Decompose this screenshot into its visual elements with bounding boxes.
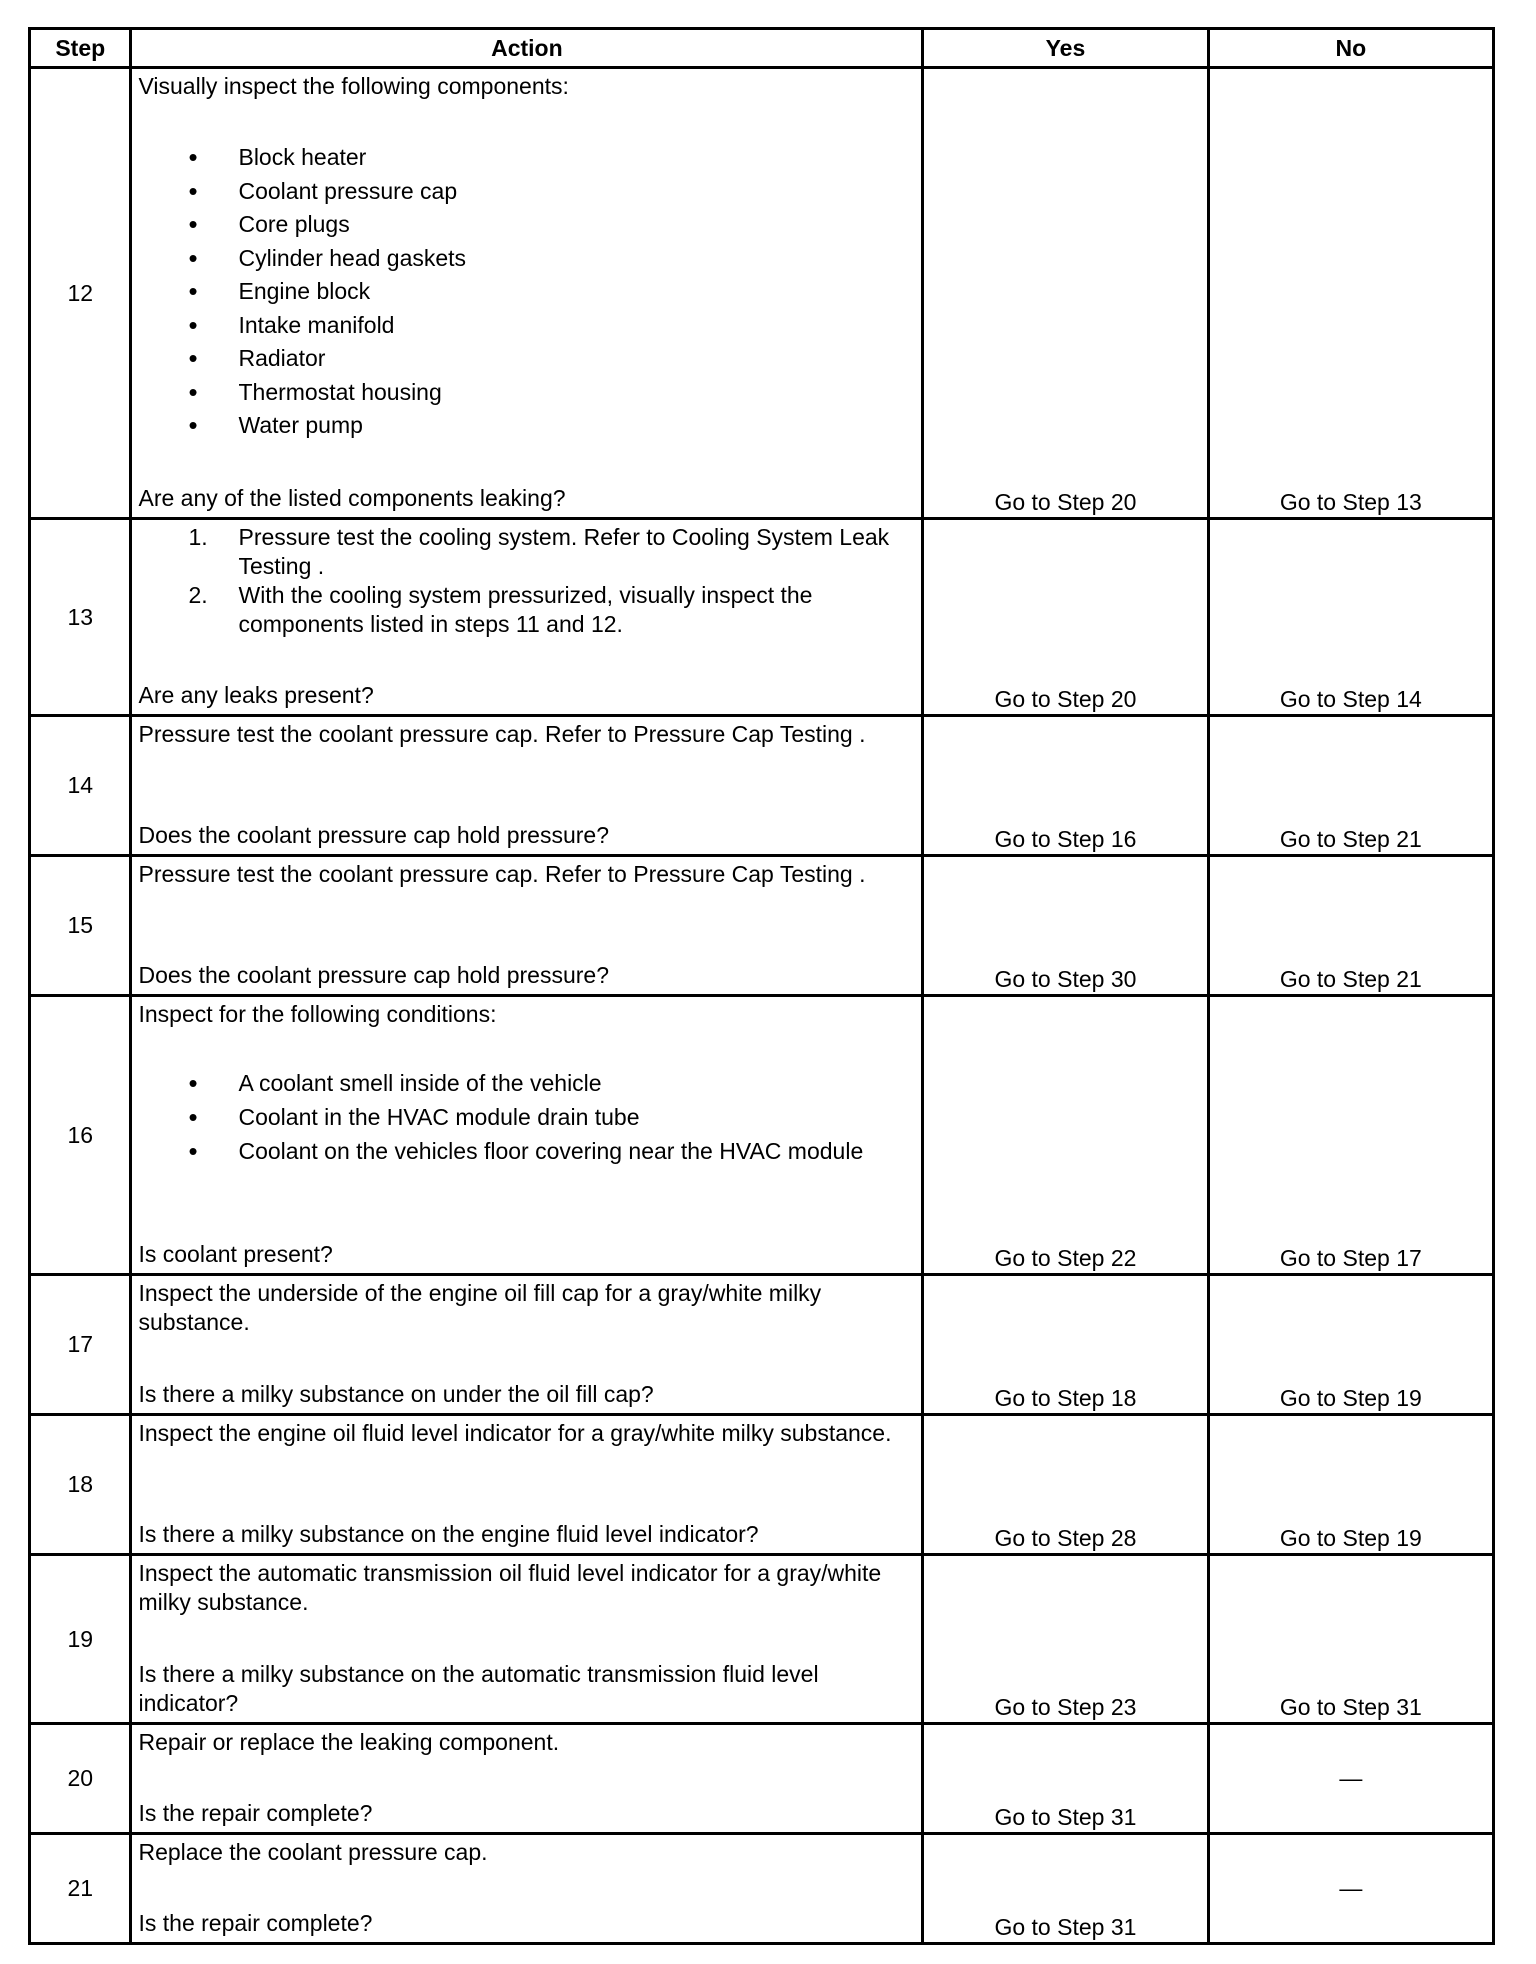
action-cell	[131, 1834, 923, 1944]
action-question: Are any leaks present?	[138, 682, 374, 708]
action-cell	[131, 1724, 923, 1834]
action-question: Are any of the listed components leaking?	[138, 485, 566, 511]
list-item: • Water pump	[138, 409, 915, 443]
list-item: • Thermostat housing	[138, 376, 915, 410]
list-item: • Cylinder head gaskets	[138, 242, 915, 276]
list-number: 2.	[188, 582, 208, 608]
table-row	[30, 1415, 1494, 1555]
list-item	[138, 523, 915, 581]
step-number: 15	[30, 856, 131, 996]
action-intro: Inspect the automatic transmission oil fluid level indicator for a gray/white milky substance.	[138, 1560, 882, 1615]
table-row	[30, 1275, 1494, 1415]
action-cell	[131, 856, 923, 996]
action-question: Does the coolant pressure cap hold pressure?	[138, 822, 609, 848]
action-intro: Repair or replace the leaking component.	[138, 1729, 560, 1755]
table-row	[30, 68, 1494, 519]
yes-result: Go to Step 20	[923, 519, 1208, 716]
step-number: 20	[30, 1724, 131, 1834]
no-result: Go to Step 21	[1208, 856, 1493, 996]
list-number: 1.	[188, 524, 208, 550]
step-number: 16	[30, 996, 131, 1275]
step-number: 18	[30, 1415, 131, 1555]
step-number: 21	[30, 1834, 131, 1944]
table-row	[30, 1834, 1494, 1944]
list-item: • Core plugs	[138, 208, 915, 242]
no-result: —	[1208, 1724, 1493, 1834]
step-number: 14	[30, 716, 131, 856]
list-text: Pressure test the cooling system. Refer to Cooling System Leak Testing .	[238, 524, 890, 579]
action-cell	[131, 996, 923, 1275]
list-item: • Coolant on the vehicles floor covering near the HVAC module	[138, 1137, 915, 1166]
no-result: Go to Step 17	[1208, 996, 1493, 1275]
action-intro: Visually inspect the following components:	[138, 73, 569, 99]
no-result: Go to Step 19	[1208, 1275, 1493, 1415]
yes-result: Go to Step 30	[923, 856, 1208, 996]
action-question: Is the repair complete?	[138, 1910, 373, 1936]
action-question: Is there a milky substance on under the oil fill cap?	[138, 1381, 654, 1407]
action-question: Is there a milky substance on the engine fluid level indicator?	[138, 1521, 759, 1547]
action-cell	[131, 1275, 923, 1415]
no-result: Go to Step 31	[1208, 1555, 1493, 1724]
action-cell	[131, 716, 923, 856]
yes-result: Go to Step 20	[923, 68, 1208, 519]
list-item: • Coolant pressure cap	[138, 175, 915, 209]
yes-result: Go to Step 16	[923, 716, 1208, 856]
step-number: 17	[30, 1275, 131, 1415]
list-item: • Intake manifold	[138, 309, 915, 343]
action-intro: Inspect for the following conditions:	[138, 1001, 497, 1027]
yes-result: Go to Step 31	[923, 1834, 1208, 1944]
yes-result: Go to Step 28	[923, 1415, 1208, 1555]
list-item: • Engine block	[138, 275, 915, 309]
step-number: 19	[30, 1555, 131, 1724]
action-intro: Inspect the underside of the engine oil fill cap for a gray/white milky substance.	[138, 1280, 822, 1335]
diagnostic-table	[28, 27, 1495, 1945]
action-cell	[131, 1415, 923, 1555]
list-item: • A coolant smell inside of the vehicle	[138, 1069, 915, 1098]
action-cell	[131, 519, 923, 716]
header-row	[30, 29, 1494, 68]
header-step: Step	[30, 29, 131, 68]
table-row	[30, 1724, 1494, 1834]
yes-result: Go to Step 23	[923, 1555, 1208, 1724]
yes-result: Go to Step 18	[923, 1275, 1208, 1415]
action-question: Is coolant present?	[138, 1241, 333, 1267]
no-result: Go to Step 21	[1208, 716, 1493, 856]
yes-result: Go to Step 22	[923, 996, 1208, 1275]
list-item: • Block heater	[138, 141, 915, 175]
no-result: Go to Step 14	[1208, 519, 1493, 716]
action-cell	[131, 1555, 923, 1724]
procedure-list	[138, 523, 915, 639]
action-intro: Pressure test the coolant pressure cap. Refer to Pressure Cap Testing .	[138, 721, 866, 747]
table-row	[30, 856, 1494, 996]
no-result: Go to Step 19	[1208, 1415, 1493, 1555]
header-no: No	[1208, 29, 1493, 68]
table-row	[30, 716, 1494, 856]
no-result: Go to Step 13	[1208, 68, 1493, 519]
header-yes: Yes	[923, 29, 1208, 68]
action-intro: Inspect the engine oil fluid level indicator for a gray/white milky substance.	[138, 1420, 892, 1446]
action-question: Is there a milky substance on the automatic transmission fluid level indicator?	[138, 1661, 819, 1716]
no-result: —	[1208, 1834, 1493, 1944]
list-text: With the cooling system pressurized, visually inspect the components listed in steps 11 and 12.	[238, 582, 813, 637]
header-action: Action	[131, 29, 923, 68]
action-cell	[131, 68, 923, 519]
list-item: • Coolant in the HVAC module drain tube	[138, 1103, 915, 1132]
condition-list	[138, 1069, 915, 1166]
list-item: • Radiator	[138, 342, 915, 376]
yes-result: Go to Step 31	[923, 1724, 1208, 1834]
action-question: Is the repair complete?	[138, 1800, 373, 1826]
action-intro: Replace the coolant pressure cap.	[138, 1839, 488, 1865]
table-row	[30, 996, 1494, 1275]
action-intro: Pressure test the coolant pressure cap. Refer to Pressure Cap Testing .	[138, 861, 866, 887]
step-number: 13	[30, 519, 131, 716]
table-row	[30, 1555, 1494, 1724]
table-row	[30, 519, 1494, 716]
list-item	[138, 581, 915, 639]
step-number: 12	[30, 68, 131, 519]
action-question: Does the coolant pressure cap hold pressure?	[138, 962, 609, 988]
component-list	[138, 141, 915, 443]
